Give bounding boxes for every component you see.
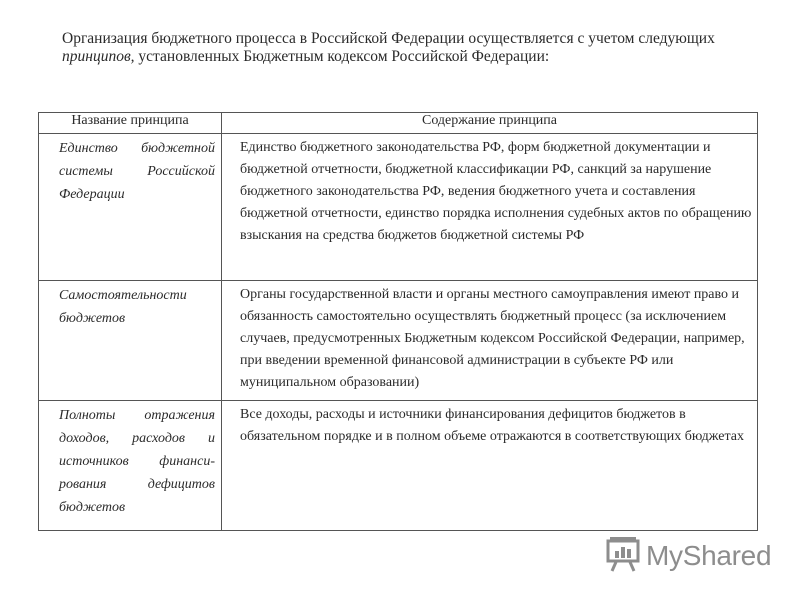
table-header-row — [39, 113, 758, 134]
principle-name: Полноты отражения доходов, расходов и источников финанси-рования дефицитов бюджетов — [39, 401, 222, 531]
principle-content: Органы государственной власти и органы местного самоуправления имеют право и обязанность самостоятельно осуществлять бюджетный процесс (за исключением случаев, предусмотренных Бюджетным кодексом Российской Федерации, например, при введении временной финансовой администрации в субъекте РФ или муниципальном образовании) — [222, 281, 758, 401]
table-row — [39, 134, 758, 281]
intro-italic-word: принципов, — [62, 48, 135, 65]
table-row — [39, 401, 758, 531]
principle-content: Все доходы, расходы и источники финансирования дефицитов бюджетов в обязательном порядке и в полном объеме отражаются в соответствующих бюджетах — [222, 401, 758, 531]
header-principle-content: Содержание принципа — [222, 113, 758, 134]
principle-content: Единство бюджетного законодательства РФ, форм бюджетной документации и бюджетной отчетности, бюджетной классификации РФ, санкций за нарушение бюджетного законодательства РФ, ведения бюджетного учета и составления бюджетной отчетности, единство порядка исполнения судебных актов по обращению взыскания на средства бюджетов бюджетной системы РФ — [222, 134, 758, 281]
presentation-board-icon — [606, 536, 640, 577]
myshared-logo — [606, 538, 771, 574]
table-row — [39, 281, 758, 401]
myshared-logo-text: MyShared — [646, 540, 772, 571]
header-principle-name: Название принципа — [39, 113, 222, 134]
principles-table — [38, 112, 758, 531]
principle-name: Самостоятельности бюджетов — [39, 281, 222, 401]
intro-line-2: установленных Бюджетным кодексом Российской Федерации: — [134, 48, 550, 65]
intro-line-1: Организация бюджетного процесса в Российской Федерации осуществляется с учетом следующих — [62, 30, 715, 47]
intro-paragraph — [62, 30, 762, 66]
principle-name: Единство бюджетной системы Российской Федерации — [39, 134, 222, 281]
